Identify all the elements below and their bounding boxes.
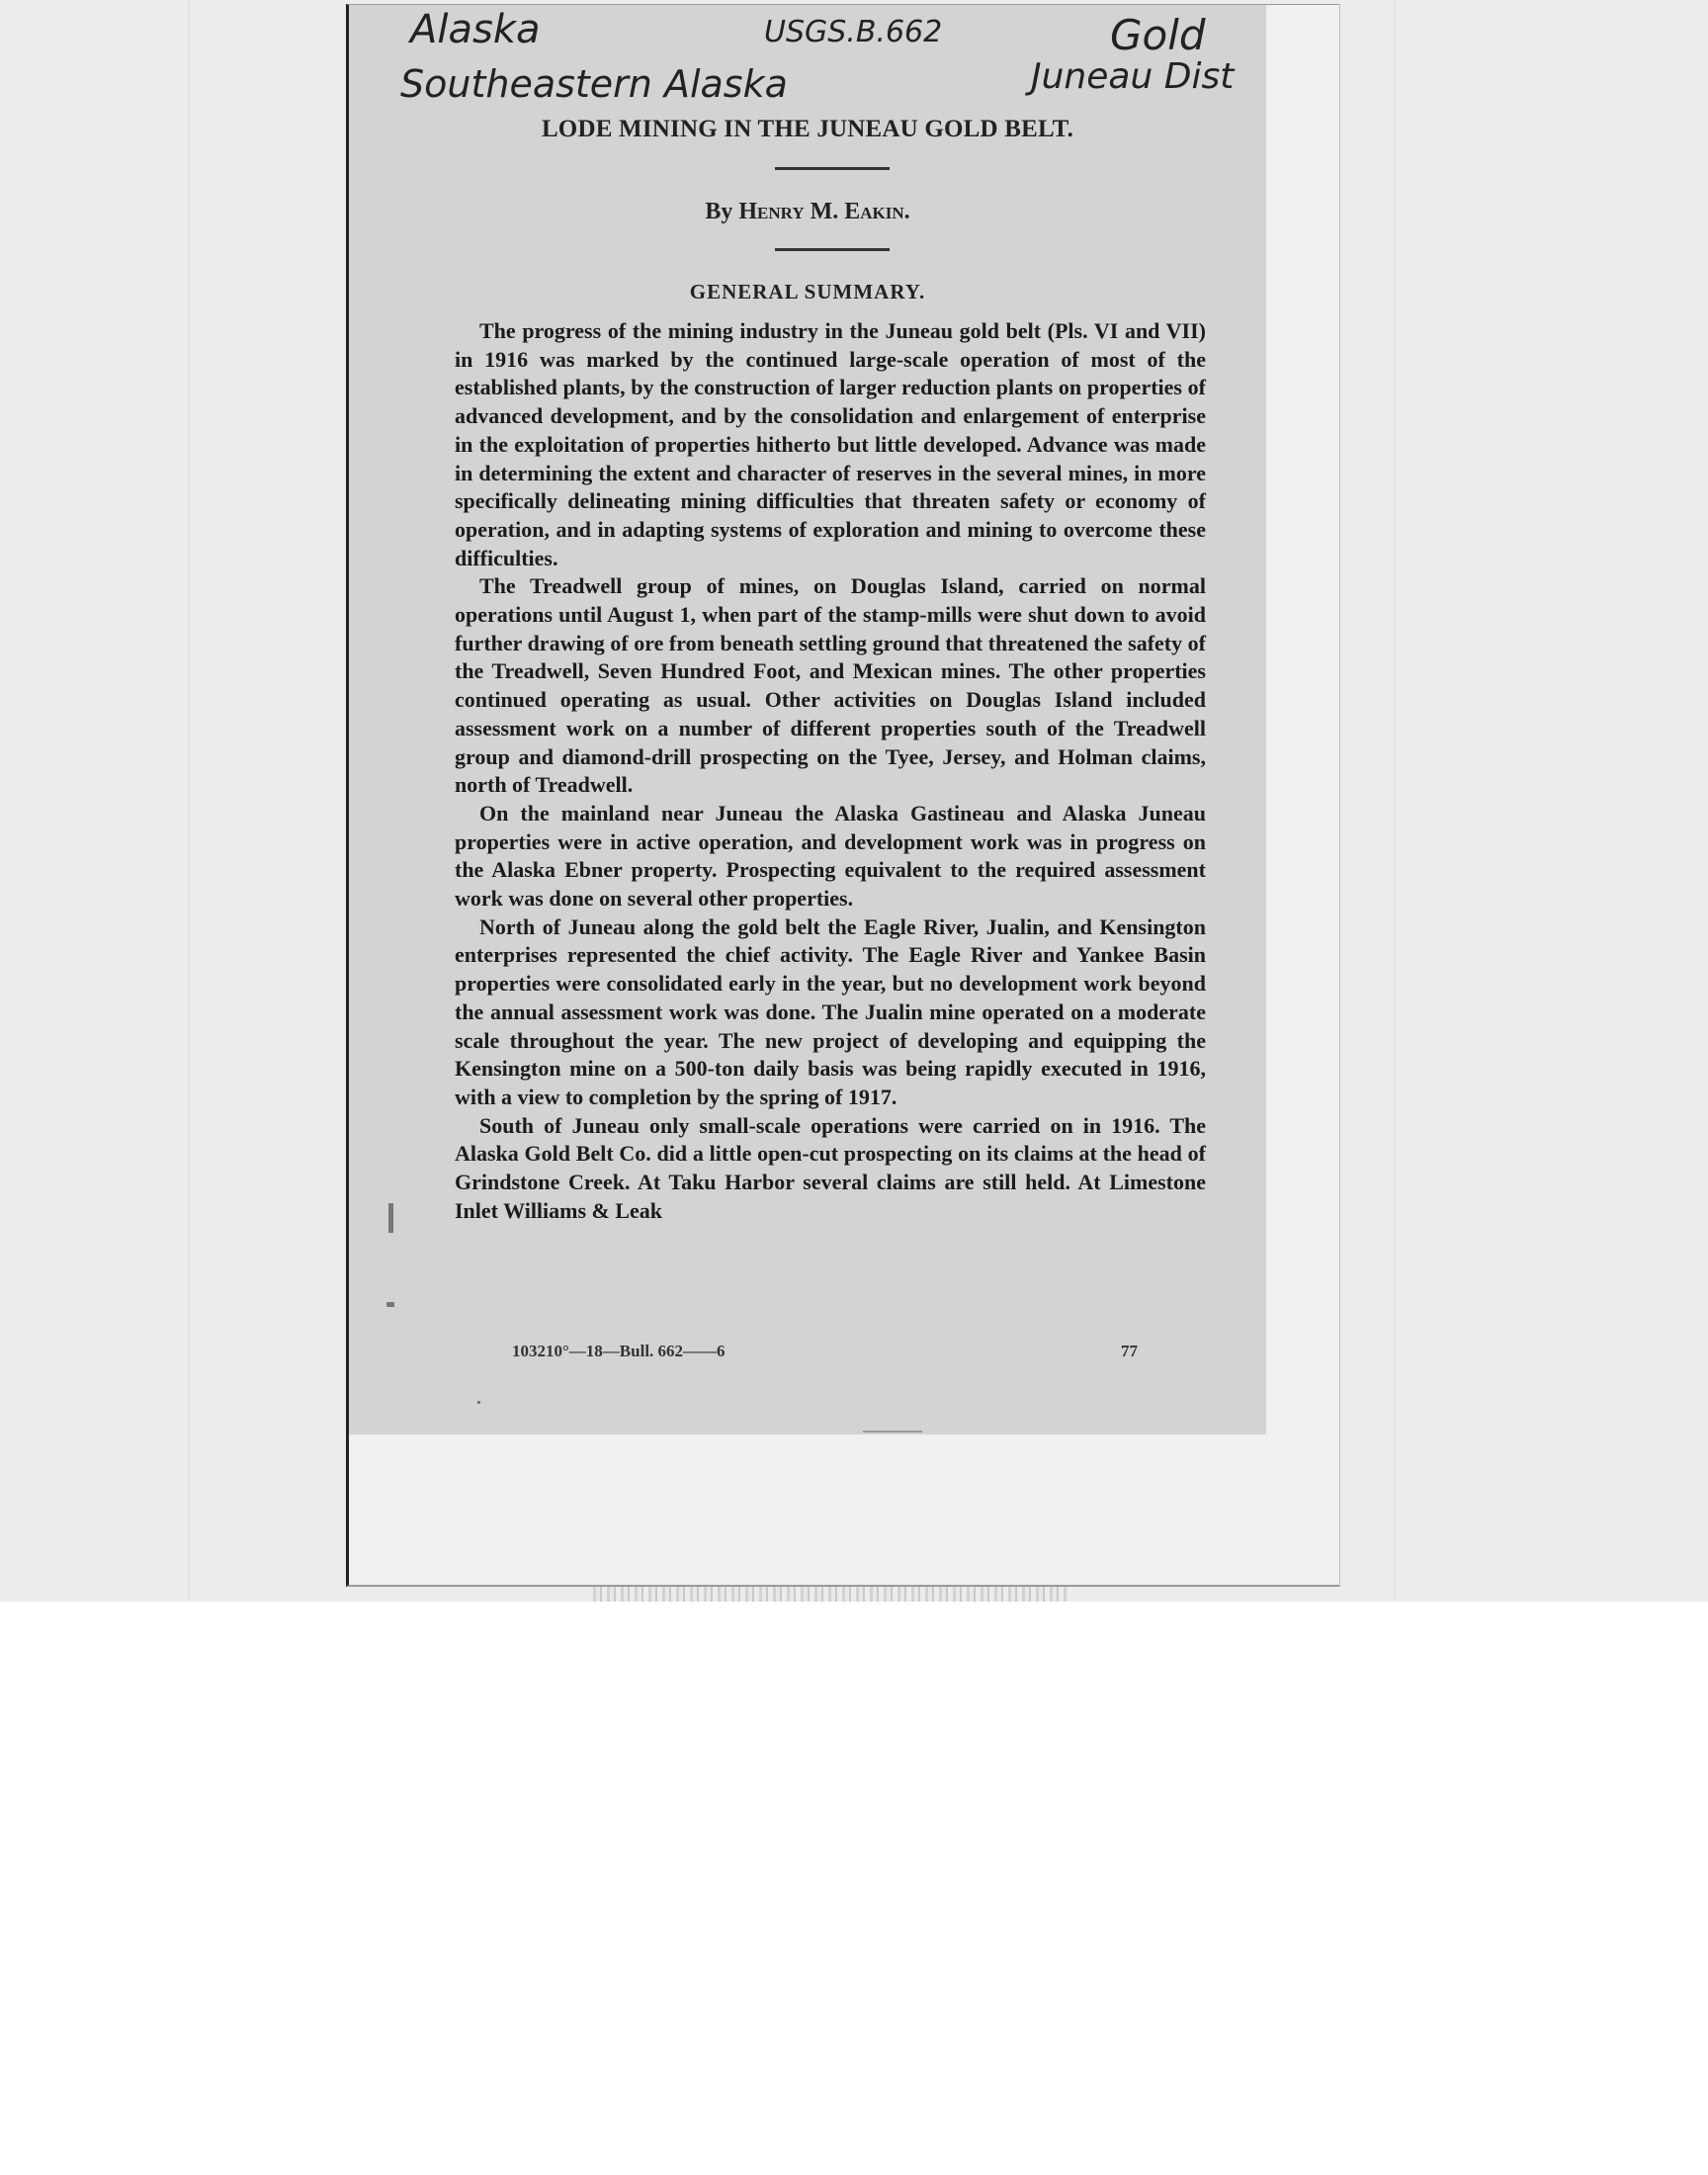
handwritten-note-district: Juneau Dist (1031, 56, 1235, 97)
paragraph: South of Juneau only small-scale operations were carried on in 1916. The Alaska Gold Belt Co. did a little open-cut prospecting on its claims at the head of Grindstone Creek. At Taku Harbor several claims are still held. At Limestone Inlet Williams & Leak (455, 1112, 1206, 1223)
paragraph: On the mainland near Juneau the Alaska Gastineau and Alaska Juneau properties were in active operation, and development work was in progress on the Alaska Ebner property. Prospecting equivalent to the required assessment work was done on several other properties. (455, 800, 1206, 912)
paragraph: The progress of the mining industry in the Juneau gold belt (Pls. VI and VII) in 1916 was marked by the continued large-scale operation of most of the established plants, by the construction of larger reduction plants on properties of advanced development, and by the consolidation and enlargement of enterprise in the exploitation of properties hitherto but little developed. Advance was made in determining the extent and character of reserves in the several mines, in more specifically delineating mining difficulties that threaten safety or economy of operation, and in adapting systems of exploration and mining to overcome these difficulties. (455, 318, 1206, 570)
scan-artifact-line (1394, 0, 1396, 1602)
section-heading: GENERAL SUMMARY. (689, 280, 926, 304)
scan-artifact-line (188, 0, 190, 1602)
body-text (455, 317, 1206, 1226)
scan-speck (477, 1401, 480, 1404)
byline-prefix: By (705, 199, 739, 224)
scan-speck (386, 1302, 394, 1307)
paragraph: North of Juneau along the gold belt the Eagle River, Jualin, and Kensington enterprises represented the chief activity. The Eagle River and Yankee Basin properties were consolidated early in the year, but no development work beyond the annual assessment work was done. The Jualin mine operated on a moderate scale throughout the year. The new project of developing and equipping the Kensington mine on a 500-ton daily basis was being rapidly executed in 1916, with a view to completion by the spring of 1917. (455, 914, 1206, 1109)
byline-rule (775, 248, 890, 251)
author-byline (349, 199, 1266, 225)
title-rule (775, 167, 890, 170)
handwritten-note-region: Southeastern Alaska (400, 62, 788, 106)
handwritten-note-gold: Gold (1110, 11, 1206, 59)
printed-area (349, 5, 1266, 1435)
handwritten-note-alaska: Alaska (410, 7, 541, 52)
scan-speck (863, 1431, 922, 1433)
document-title: LODE MINING IN THE JUNEAU GOLD BELT. (541, 116, 1074, 142)
handwritten-note-usgs: USGS.B.662 (764, 15, 943, 49)
document-page (346, 4, 1339, 1587)
author-name: Henry M. Eakin. (738, 199, 910, 224)
footer-signature-mark: 103210°—18—Bull. 662——6 (512, 1342, 726, 1360)
scan-speck (388, 1203, 393, 1233)
page-number: 77 (1121, 1342, 1138, 1360)
paragraph: The Treadwell group of mines, on Douglas Island, carried on normal operations until August 1, when part of the stamp-mills were shut down to avoid further drawing of ore from beneath settling ground that threatened the safety of the Treadwell, Seven Hundred Foot, and Mexican mines. The other properties continued operating as usual. Other activities on Douglas Island included assessment work on a number of different properties south of the Treadwell group and diamond-drill prospecting on the Tyee, Jersey, and Holman claims, north of Treadwell. (455, 573, 1206, 798)
